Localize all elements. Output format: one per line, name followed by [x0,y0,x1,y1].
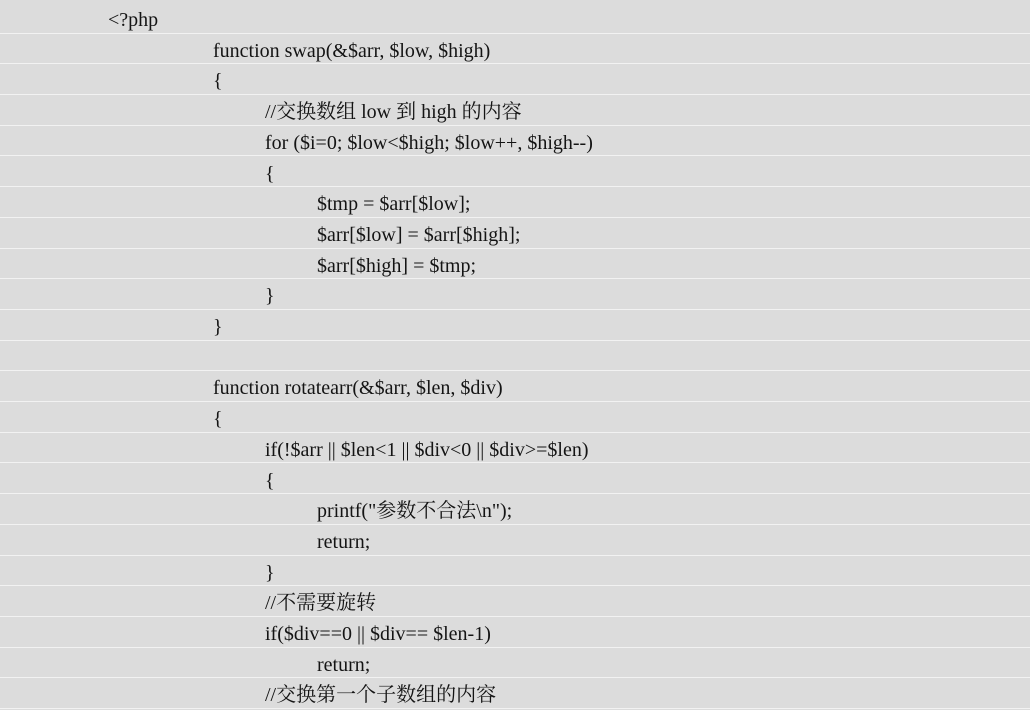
code-line-text: return; [317,530,371,553]
code-line-text: function swap(&$arr, $low, $high) [213,39,491,62]
code-line [0,617,1030,648]
code-line [0,433,1030,464]
code-line [0,34,1030,65]
code-line [0,341,1030,372]
code-line-text: for ($i=0; $low<$high; $low++, $high--) [265,131,593,154]
code-line [0,249,1030,280]
code-line [0,525,1030,556]
code-line [0,95,1030,126]
code-line-text: return; [317,653,371,676]
code-line-text: if($div==0 || $div== $len-1) [265,623,491,645]
code-line [0,648,1030,679]
code-line [0,126,1030,157]
code-line-text: $tmp = $arr[$low]; [317,193,471,216]
code-line [0,310,1030,341]
code-line [0,157,1030,188]
code-line [0,586,1030,617]
code-line [0,64,1030,95]
code-line-text: //交换第一个子数组的内容 [265,684,497,707]
code-line [0,279,1030,310]
code-line [0,494,1030,525]
code-line-text: $arr[$high] = $tmp; [317,254,477,277]
code-line-text: { [213,408,223,431]
code-line [0,678,1030,709]
code-line-text: } [265,561,275,584]
code-line-text: { [265,469,275,492]
code-line-text: { [265,162,275,185]
code-line [0,556,1030,587]
code-line-text: //交换数组 low 到 high 的内容 [265,101,522,124]
code-line-text: { [213,70,223,93]
code-line [0,3,1030,34]
code-line-text: <?php [108,9,159,31]
code-line-text: $arr[$low] = $arr[$high]; [317,223,521,246]
code-line-text: } [213,316,223,338]
code-line-text: function rotatearr(&$arr, $len, $div) [213,377,503,400]
code-line-text: } [265,285,275,308]
code-line-text: //不需要旋转 [265,592,377,615]
code-line-text: printf("参数不合法\n"); [317,500,513,523]
code-line [0,218,1030,249]
code-line [0,402,1030,433]
code-line [0,187,1030,218]
code-line [0,371,1030,402]
code-line [0,464,1030,495]
code-line-text: if(!$arr || $len<1 || $div<0 || $div>=$len) [265,438,589,461]
